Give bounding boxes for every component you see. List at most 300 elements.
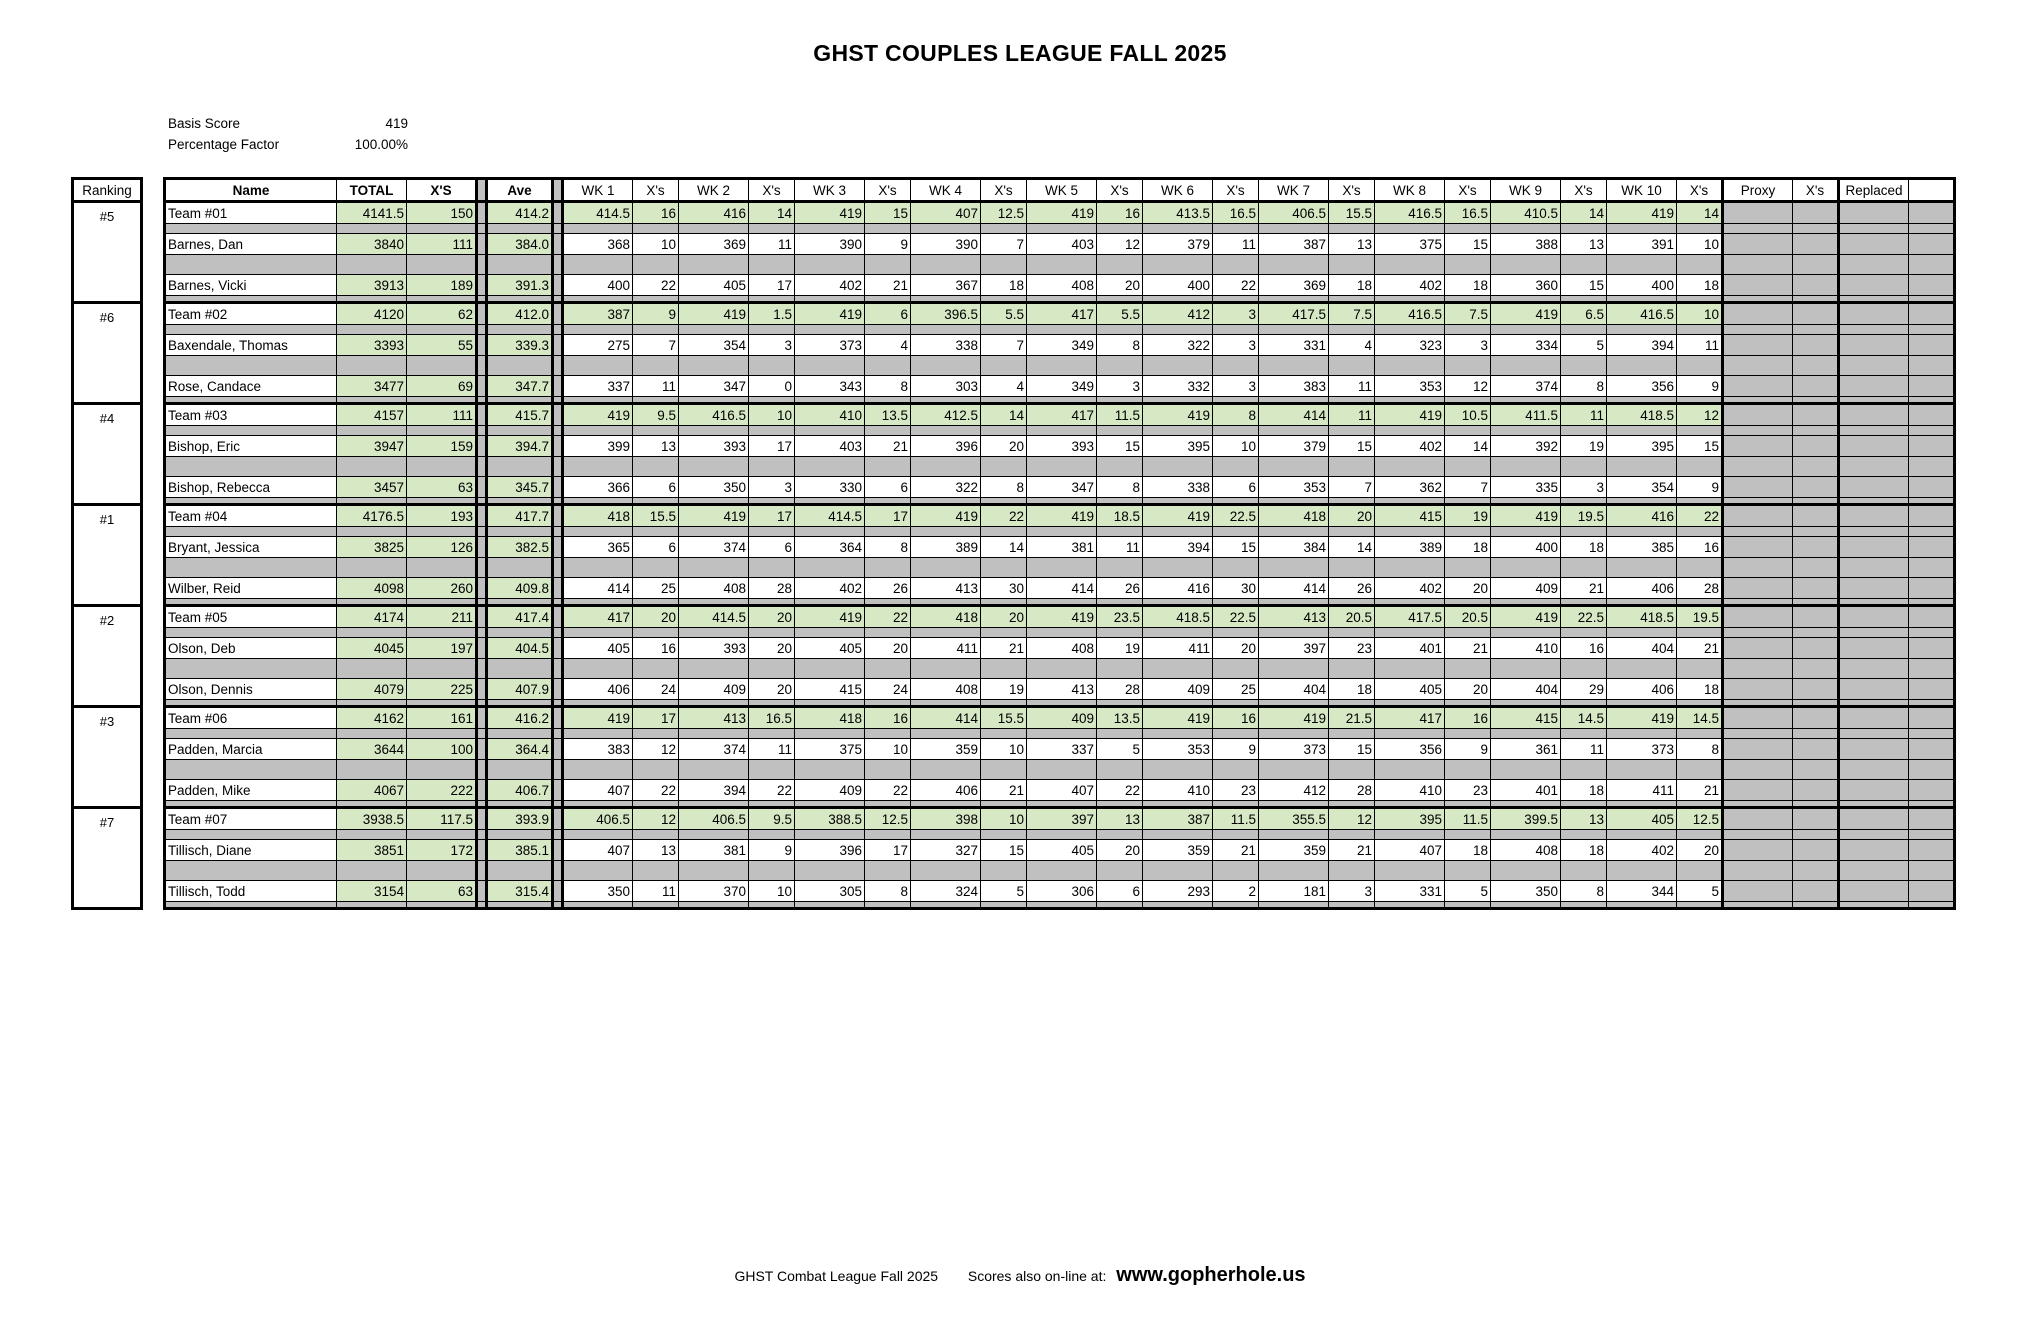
week-xs: 15 xyxy=(1445,234,1491,255)
blank-cell xyxy=(1909,780,1955,801)
week-score: 332 xyxy=(1143,376,1213,397)
total-score: 3947 xyxy=(337,436,407,457)
week-xs: 15.5 xyxy=(981,707,1027,729)
week-score: 419 xyxy=(1607,707,1677,729)
average-score: 393.9 xyxy=(487,808,553,830)
blank-cell xyxy=(1909,537,1955,558)
replaced-cell xyxy=(1839,606,1909,628)
separator xyxy=(553,404,563,426)
total-score: 3825 xyxy=(337,537,407,558)
week-xs: 3 xyxy=(1445,335,1491,356)
week-xs: 11 xyxy=(749,739,795,760)
percentage-factor-value: 100.00% xyxy=(354,137,408,152)
proxy-xs-cell xyxy=(1793,436,1839,457)
replaced-cell xyxy=(1839,808,1909,830)
proxy-cell xyxy=(1723,477,1793,498)
separator xyxy=(553,840,563,861)
week-xs: 3 xyxy=(1213,335,1259,356)
spacer-row xyxy=(165,296,1955,303)
week-score: 387 xyxy=(1259,234,1329,255)
replaced-cell xyxy=(1839,436,1909,457)
week-score: 373 xyxy=(1607,739,1677,760)
week-7-header: WK 7 xyxy=(1259,179,1329,202)
footer-online-label: Scores also on-line at: xyxy=(967,1268,1107,1284)
week-score: 395 xyxy=(1607,436,1677,457)
week-xs: 20 xyxy=(749,638,795,659)
replaced-cell xyxy=(1839,404,1909,426)
week-score: 399.5 xyxy=(1491,808,1561,830)
week-xs: 7.5 xyxy=(1329,303,1375,325)
separator xyxy=(553,179,563,202)
week-score: 409 xyxy=(1491,578,1561,599)
scores-table xyxy=(163,177,1956,910)
week-score: 347 xyxy=(679,376,749,397)
blank-cell xyxy=(1909,505,1955,527)
week-score: 413 xyxy=(679,707,749,729)
week-score: 402 xyxy=(1375,436,1445,457)
week-xs: 25 xyxy=(1213,679,1259,700)
week-score: 379 xyxy=(1259,436,1329,457)
proxy-xs-cell xyxy=(1793,477,1839,498)
week-xs: 18 xyxy=(981,275,1027,296)
separator xyxy=(553,707,563,729)
week-xs: 8 xyxy=(1677,739,1723,760)
blank-cell xyxy=(1909,606,1955,628)
week-xs: 15.5 xyxy=(1329,202,1375,224)
basis-score-value: 419 xyxy=(385,116,408,131)
separator xyxy=(553,679,563,700)
week-score: 338 xyxy=(1143,477,1213,498)
week-score: 355.5 xyxy=(1259,808,1329,830)
proxy-xs-cell xyxy=(1793,739,1839,760)
member-row xyxy=(165,679,1955,700)
week-score: 419 xyxy=(1491,606,1561,628)
total-header: TOTAL xyxy=(337,179,407,202)
footer-url-link[interactable]: www.gopherhole.us xyxy=(1116,1264,1306,1286)
shooter-name: Barnes, Vicki xyxy=(165,275,337,296)
percentage-factor-label: Percentage Factor xyxy=(168,137,280,152)
week-2-header: WK 2 xyxy=(679,179,749,202)
week-score: 419 xyxy=(1143,505,1213,527)
shooter-name: Tillisch, Diane xyxy=(165,840,337,861)
week-score: 414 xyxy=(1027,578,1097,599)
total-score: 3840 xyxy=(337,234,407,255)
member-row xyxy=(165,578,1955,599)
spacer-row xyxy=(165,255,1955,275)
separator xyxy=(477,505,487,527)
week-score: 419 xyxy=(1259,707,1329,729)
separator xyxy=(477,780,487,801)
separator xyxy=(553,275,563,296)
total-score: 3154 xyxy=(337,881,407,902)
member-row xyxy=(165,477,1955,498)
week-xs: 22.5 xyxy=(1213,606,1259,628)
week-xs: 10 xyxy=(981,808,1027,830)
week-xs: 9.5 xyxy=(749,808,795,830)
week-score: 411 xyxy=(1143,638,1213,659)
week-5-header: WK 5 xyxy=(1027,179,1097,202)
week-8-xs-header: X's xyxy=(1445,179,1491,202)
week-score: 374 xyxy=(679,739,749,760)
week-xs: 19 xyxy=(981,679,1027,700)
week-score: 405 xyxy=(795,638,865,659)
proxy-xs-cell xyxy=(1793,234,1839,255)
week-5-xs-header: X's xyxy=(1097,179,1143,202)
week-8-header: WK 8 xyxy=(1375,179,1445,202)
separator xyxy=(477,275,487,296)
week-xs: 19.5 xyxy=(1677,606,1723,628)
week-xs: 16 xyxy=(633,202,679,224)
week-xs: 4 xyxy=(865,335,911,356)
week-xs: 22 xyxy=(865,780,911,801)
week-score: 419 xyxy=(795,303,865,325)
replaced-cell xyxy=(1839,780,1909,801)
shooter-name: Barnes, Dan xyxy=(165,234,337,255)
total-score: 3457 xyxy=(337,477,407,498)
week-score: 404 xyxy=(1491,679,1561,700)
week-score: 334 xyxy=(1491,335,1561,356)
team-rank: #7 xyxy=(99,815,115,830)
week-xs: 13 xyxy=(633,436,679,457)
week-score: 408 xyxy=(679,578,749,599)
week-xs: 2 xyxy=(1213,881,1259,902)
week-xs: 14 xyxy=(1445,436,1491,457)
week-score: 407 xyxy=(911,202,981,224)
week-xs: 3 xyxy=(1213,303,1259,325)
week-score: 354 xyxy=(1607,477,1677,498)
week-xs: 18 xyxy=(1329,275,1375,296)
week-score: 418.5 xyxy=(1607,404,1677,426)
week-score: 373 xyxy=(795,335,865,356)
week-score: 322 xyxy=(911,477,981,498)
week-score: 393 xyxy=(1027,436,1097,457)
week-score: 408 xyxy=(911,679,981,700)
week-xs: 21 xyxy=(865,436,911,457)
week-score: 369 xyxy=(1259,275,1329,296)
replaced-cell xyxy=(1839,537,1909,558)
week-xs: 7 xyxy=(981,234,1027,255)
week-score: 418 xyxy=(911,606,981,628)
week-xs: 9 xyxy=(1677,376,1723,397)
week-xs: 8 xyxy=(1097,477,1143,498)
shooter-name: Team #01 xyxy=(165,202,337,224)
week-xs: 15.5 xyxy=(633,505,679,527)
week-score: 407 xyxy=(1375,840,1445,861)
week-xs: 16.5 xyxy=(1445,202,1491,224)
replaced-cell xyxy=(1839,335,1909,356)
week-score: 407 xyxy=(1027,780,1097,801)
replaced-cell xyxy=(1839,303,1909,325)
week-xs: 5 xyxy=(981,881,1027,902)
week-score: 418.5 xyxy=(1143,606,1213,628)
week-xs: 28 xyxy=(1677,578,1723,599)
name-header: Name xyxy=(165,179,337,202)
shooter-name: Padden, Marcia xyxy=(165,739,337,760)
week-xs: 0 xyxy=(749,376,795,397)
week-xs: 7 xyxy=(981,335,1027,356)
week-xs: 20 xyxy=(749,679,795,700)
shooter-name: Padden, Mike xyxy=(165,780,337,801)
week-score: 353 xyxy=(1375,376,1445,397)
week-score: 416 xyxy=(1143,578,1213,599)
week-score: 401 xyxy=(1375,638,1445,659)
total-score: 4098 xyxy=(337,578,407,599)
week-xs: 22.5 xyxy=(1213,505,1259,527)
proxy-xs-cell xyxy=(1793,578,1839,599)
week-score: 366 xyxy=(563,477,633,498)
week-xs: 7 xyxy=(1329,477,1375,498)
shooter-name: Team #05 xyxy=(165,606,337,628)
average-score: 406.7 xyxy=(487,780,553,801)
week-score: 406 xyxy=(563,679,633,700)
separator xyxy=(553,436,563,457)
week-xs: 22.5 xyxy=(1561,606,1607,628)
spacer-row xyxy=(165,356,1955,376)
shooter-name: Team #07 xyxy=(165,808,337,830)
total-xs: 126 xyxy=(407,537,477,558)
team-rank: #4 xyxy=(73,404,142,505)
week-10-xs-header: X's xyxy=(1677,179,1723,202)
week-xs: 18.5 xyxy=(1097,505,1143,527)
week-score: 331 xyxy=(1375,881,1445,902)
week-xs: 11 xyxy=(1329,376,1375,397)
week-score: 411.5 xyxy=(1491,404,1561,426)
proxy-cell xyxy=(1723,303,1793,325)
week-score: 396.5 xyxy=(911,303,981,325)
average-score: 409.8 xyxy=(487,578,553,599)
average-score: 417.7 xyxy=(487,505,553,527)
blank-cell xyxy=(1909,303,1955,325)
week-xs: 13 xyxy=(633,840,679,861)
week-score: 416.5 xyxy=(1375,202,1445,224)
shooter-name: Wilber, Reid xyxy=(165,578,337,599)
member-row xyxy=(165,234,1955,255)
team-rank: #6 xyxy=(73,303,142,404)
total-score: 4174 xyxy=(337,606,407,628)
average-score: 364.4 xyxy=(487,739,553,760)
week-xs: 24 xyxy=(865,679,911,700)
replaced-cell xyxy=(1839,202,1909,224)
proxy-cell xyxy=(1723,404,1793,426)
separator xyxy=(477,303,487,325)
week-xs: 7.5 xyxy=(1445,303,1491,325)
separator xyxy=(477,234,487,255)
week-score: 374 xyxy=(1491,376,1561,397)
blank-cell xyxy=(1909,679,1955,700)
week-score: 416 xyxy=(1607,505,1677,527)
week-xs: 8 xyxy=(1561,376,1607,397)
team-row xyxy=(165,707,1955,729)
member-row xyxy=(165,638,1955,659)
week-xs: 1.5 xyxy=(749,303,795,325)
week-score: 419 xyxy=(1607,202,1677,224)
week-score: 406 xyxy=(1607,679,1677,700)
week-xs: 16 xyxy=(1097,202,1143,224)
week-xs: 11.5 xyxy=(1097,404,1143,426)
total-score: 3644 xyxy=(337,739,407,760)
week-score: 419 xyxy=(563,707,633,729)
week-score: 305 xyxy=(795,881,865,902)
week-xs: 3 xyxy=(1213,376,1259,397)
week-score: 406.5 xyxy=(679,808,749,830)
week-xs: 20.5 xyxy=(1445,606,1491,628)
spacer-row xyxy=(165,599,1955,606)
week-score: 349 xyxy=(1027,335,1097,356)
spacer-row xyxy=(165,426,1955,436)
average-score: 416.2 xyxy=(487,707,553,729)
week-xs: 5 xyxy=(1097,739,1143,760)
week-xs: 14 xyxy=(981,404,1027,426)
week-score: 419 xyxy=(1375,404,1445,426)
week-xs: 22 xyxy=(633,275,679,296)
week-xs: 6 xyxy=(865,303,911,325)
week-score: 406.5 xyxy=(563,808,633,830)
week-score: 394 xyxy=(1143,537,1213,558)
average-score: 415.7 xyxy=(487,404,553,426)
spacer-row xyxy=(165,659,1955,679)
week-score: 406 xyxy=(1607,578,1677,599)
shooter-name: Team #04 xyxy=(165,505,337,527)
week-score: 409 xyxy=(1143,679,1213,700)
week-score: 369 xyxy=(679,234,749,255)
separator xyxy=(477,808,487,830)
week-score: 413 xyxy=(911,578,981,599)
week-score: 416.5 xyxy=(679,404,749,426)
week-score: 375 xyxy=(1375,234,1445,255)
spacer-row xyxy=(165,527,1955,537)
separator xyxy=(553,202,563,224)
separator xyxy=(553,505,563,527)
total-xs: 193 xyxy=(407,505,477,527)
total-xs: 111 xyxy=(407,404,477,426)
week-score: 403 xyxy=(795,436,865,457)
week-score: 360 xyxy=(1491,275,1561,296)
team-row xyxy=(165,202,1955,224)
week-xs: 8 xyxy=(981,477,1027,498)
total-xs: 55 xyxy=(407,335,477,356)
week-xs: 23 xyxy=(1213,780,1259,801)
week-score: 368 xyxy=(563,234,633,255)
blank-cell xyxy=(1909,202,1955,224)
week-xs: 15 xyxy=(1561,275,1607,296)
total-score: 4079 xyxy=(337,679,407,700)
week-xs: 12.5 xyxy=(1677,808,1723,830)
proxy-xs-cell xyxy=(1793,679,1839,700)
week-xs: 21 xyxy=(1561,578,1607,599)
week-xs: 18 xyxy=(1445,840,1491,861)
week-score: 381 xyxy=(679,840,749,861)
week-xs: 6 xyxy=(1213,477,1259,498)
week-score: 293 xyxy=(1143,881,1213,902)
ranking-header: Ranking xyxy=(73,179,142,202)
week-xs: 3 xyxy=(1561,477,1607,498)
week-score: 390 xyxy=(911,234,981,255)
week-xs: 16 xyxy=(633,638,679,659)
week-score: 364 xyxy=(795,537,865,558)
week-score: 419 xyxy=(911,505,981,527)
week-score: 350 xyxy=(679,477,749,498)
week-xs: 17 xyxy=(865,840,911,861)
blank-cell xyxy=(1909,234,1955,255)
separator xyxy=(477,376,487,397)
separator xyxy=(477,436,487,457)
week-score: 409 xyxy=(795,780,865,801)
proxy-cell xyxy=(1723,638,1793,659)
proxy-cell xyxy=(1723,606,1793,628)
shooter-name: Olson, Deb xyxy=(165,638,337,659)
proxy-xs-cell xyxy=(1793,808,1839,830)
week-xs: 4 xyxy=(981,376,1027,397)
total-xs: 69 xyxy=(407,376,477,397)
week-xs: 18 xyxy=(1329,679,1375,700)
total-xs: 225 xyxy=(407,679,477,700)
week-xs: 21 xyxy=(1677,780,1723,801)
week-score: 413 xyxy=(1259,606,1329,628)
week-xs: 20 xyxy=(1445,679,1491,700)
week-score: 402 xyxy=(1375,275,1445,296)
separator xyxy=(553,808,563,830)
average-score: 339.3 xyxy=(487,335,553,356)
week-score: 414.5 xyxy=(795,505,865,527)
separator xyxy=(477,606,487,628)
week-score: 410 xyxy=(1375,780,1445,801)
week-score: 411 xyxy=(911,638,981,659)
week-xs: 18 xyxy=(1677,679,1723,700)
spacer-row xyxy=(165,830,1955,840)
week-xs: 7 xyxy=(633,335,679,356)
total-xs: 222 xyxy=(407,780,477,801)
total-score: 4157 xyxy=(337,404,407,426)
proxy-xs-cell xyxy=(1793,303,1839,325)
shooter-name: Tillisch, Todd xyxy=(165,881,337,902)
week-score: 353 xyxy=(1259,477,1329,498)
separator xyxy=(553,234,563,255)
proxy-xs-cell xyxy=(1793,606,1839,628)
blank-cell xyxy=(1909,638,1955,659)
total-xs: 100 xyxy=(407,739,477,760)
week-score: 394 xyxy=(679,780,749,801)
week-xs: 6 xyxy=(633,477,679,498)
week-xs: 12 xyxy=(633,739,679,760)
week-score: 388.5 xyxy=(795,808,865,830)
week-xs: 21 xyxy=(1445,638,1491,659)
week-xs: 18 xyxy=(1445,275,1491,296)
replaced-cell xyxy=(1839,275,1909,296)
proxy-header: Proxy xyxy=(1723,179,1793,202)
week-score: 353 xyxy=(1143,739,1213,760)
week-xs: 16.5 xyxy=(1213,202,1259,224)
week-xs: 20 xyxy=(633,606,679,628)
blank-cell xyxy=(1909,840,1955,861)
week-score: 359 xyxy=(1143,840,1213,861)
proxy-xs-cell xyxy=(1793,881,1839,902)
week-score: 406.5 xyxy=(1259,202,1329,224)
week-2-xs-header: X's xyxy=(749,179,795,202)
week-1-xs-header: X's xyxy=(633,179,679,202)
week-score: 410 xyxy=(1491,638,1561,659)
week-xs: 8 xyxy=(865,881,911,902)
week-xs: 5 xyxy=(1561,335,1607,356)
blank-cell xyxy=(1909,707,1955,729)
week-score: 419 xyxy=(1491,303,1561,325)
week-xs: 21 xyxy=(1677,638,1723,659)
total-score: 4162 xyxy=(337,707,407,729)
team-row xyxy=(165,303,1955,325)
total-xs: 260 xyxy=(407,578,477,599)
week-xs: 20 xyxy=(1445,578,1491,599)
week-score: 402 xyxy=(1375,578,1445,599)
week-xs: 5 xyxy=(1677,881,1723,902)
